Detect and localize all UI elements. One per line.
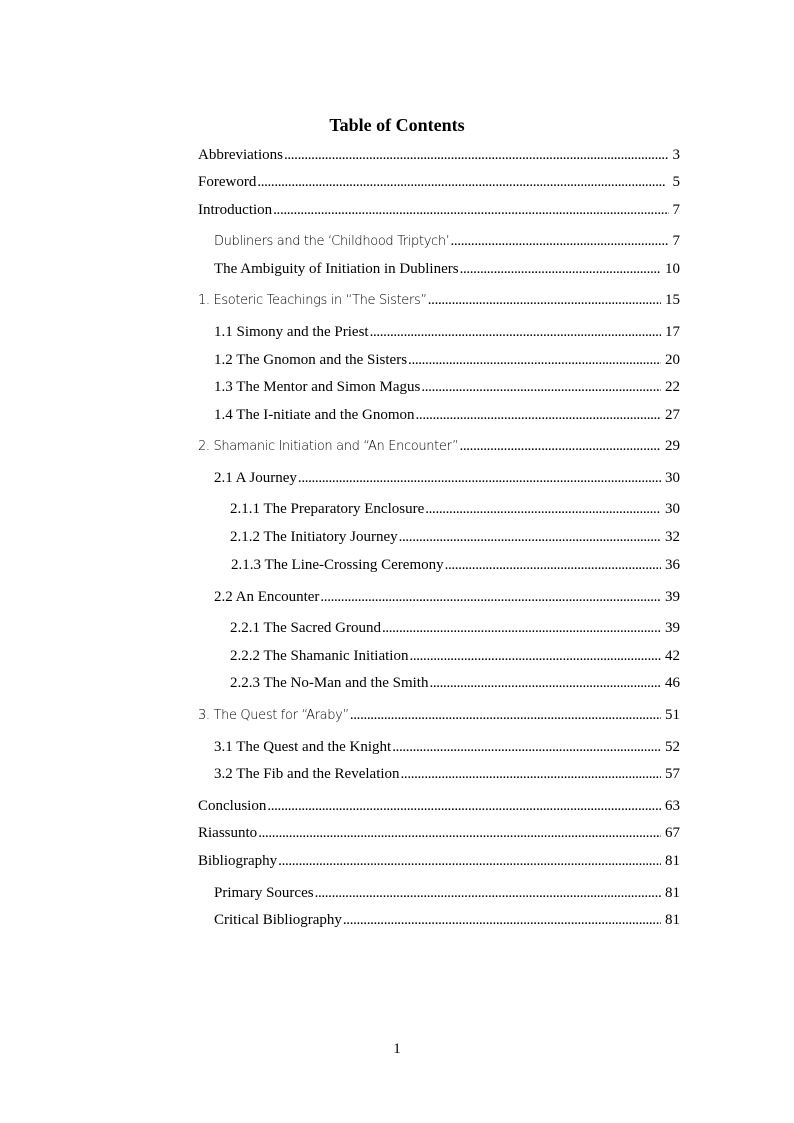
dot-leader bbox=[399, 528, 661, 546]
dot-leader bbox=[409, 647, 661, 665]
dot-leader bbox=[429, 674, 661, 692]
toc-entry-chapter-3[interactable] bbox=[198, 706, 680, 724]
toc-entry-foreword[interactable] bbox=[198, 173, 680, 191]
dot-leader bbox=[460, 260, 661, 278]
toc-entry-label: 1. Esoteric Teachings in “The Sisters” bbox=[198, 293, 427, 308]
toc-entry-page-number: 36 bbox=[665, 557, 680, 573]
dot-leader bbox=[459, 437, 661, 455]
toc-entry-chapter-2[interactable] bbox=[198, 437, 680, 455]
toc-entry-2-2-2[interactable] bbox=[230, 647, 680, 665]
dot-leader bbox=[343, 911, 661, 929]
toc-entry-label: 2.2.1 The Sacred Ground bbox=[230, 620, 381, 636]
toc-entry-label: 2.1.3 The Line-Crossing Ceremony bbox=[231, 557, 444, 573]
toc-entry-page-number: 7 bbox=[672, 202, 680, 218]
toc-entry-label: Dubliners and the ‘Childhood Triptych’ bbox=[214, 234, 450, 249]
toc-entry-1-2[interactable] bbox=[214, 351, 680, 369]
toc-entry-2-1-2[interactable] bbox=[230, 528, 680, 546]
toc-entry-2-2[interactable] bbox=[214, 588, 680, 606]
toc-entry-label: Critical Bibliography bbox=[214, 912, 342, 928]
dot-leader bbox=[298, 469, 661, 487]
page-number: 1 bbox=[393, 1041, 401, 1057]
toc-entry-page-number: 30 bbox=[665, 470, 680, 486]
dot-leader bbox=[273, 201, 668, 219]
dot-leader bbox=[320, 588, 661, 606]
toc-entry-label: Introduction bbox=[198, 202, 273, 218]
toc-entry-2-1-1[interactable] bbox=[230, 500, 680, 518]
toc-entry-abbreviations[interactable] bbox=[198, 146, 680, 164]
toc-entry-page-number: 15 bbox=[665, 292, 680, 308]
toc-entry-label: 1.4 The I-nitiate and the Gnomon bbox=[214, 407, 415, 423]
toc-entry-2-1-3[interactable] bbox=[231, 556, 680, 574]
dot-leader bbox=[258, 824, 661, 842]
toc-entry-childhood-triptych[interactable] bbox=[214, 232, 680, 250]
toc-entry-page-number: 46 bbox=[665, 675, 680, 691]
toc-entry-page-number: 39 bbox=[665, 589, 680, 605]
toc-entry-label: 2.1.1 The Preparatory Enclosure bbox=[230, 501, 425, 517]
toc-entry-primary-sources[interactable] bbox=[214, 884, 680, 902]
toc-entry-3-2[interactable] bbox=[214, 765, 680, 783]
toc-entry-page-number: 63 bbox=[665, 798, 680, 814]
toc-entry-page-number: 29 bbox=[665, 438, 680, 454]
page-title: Table of Contents bbox=[329, 115, 465, 135]
dot-leader bbox=[425, 500, 661, 518]
dot-leader bbox=[445, 556, 661, 574]
toc-entry-2-2-1[interactable] bbox=[230, 619, 680, 637]
dot-leader bbox=[382, 619, 661, 637]
toc-entry-chapter-1[interactable] bbox=[198, 291, 680, 309]
toc-entry-label: 3. The Quest for “Araby” bbox=[198, 708, 349, 723]
toc-entry-riassunto[interactable] bbox=[198, 824, 680, 842]
toc-entry-2-2-3[interactable] bbox=[230, 674, 680, 692]
toc-entry-label: Riassunto bbox=[198, 825, 258, 841]
dot-leader bbox=[401, 765, 661, 783]
toc-entry-ambiguity-of-initiation[interactable] bbox=[214, 260, 680, 278]
toc-entry-1-3[interactable] bbox=[214, 378, 680, 396]
toc-entry-label: Bibliography bbox=[198, 853, 278, 869]
dot-leader bbox=[451, 232, 669, 250]
dot-leader bbox=[421, 378, 661, 396]
toc-entry-page-number: 5 bbox=[672, 174, 680, 190]
toc-entry-label: 3.2 The Fib and the Revelation bbox=[214, 766, 400, 782]
toc-entry-page-number: 30 bbox=[665, 501, 680, 517]
toc-entry-label: 2.1.2 The Initiatory Journey bbox=[230, 529, 398, 545]
toc-entry-3-1[interactable] bbox=[214, 738, 680, 756]
toc-entry-page-number: 7 bbox=[672, 233, 680, 249]
toc-entry-page-number: 52 bbox=[665, 739, 680, 755]
toc-entry-label: Foreword bbox=[198, 174, 257, 190]
toc-entry-page-number: 20 bbox=[665, 352, 680, 368]
toc-entry-label: Conclusion bbox=[198, 798, 267, 814]
toc-entry-page-number: 32 bbox=[665, 529, 680, 545]
dot-leader bbox=[416, 406, 661, 424]
toc-entry-label: 1.1 Simony and the Priest bbox=[214, 324, 369, 340]
toc-entry-page-number: 42 bbox=[665, 648, 680, 664]
toc-entry-label: Primary Sources bbox=[214, 885, 314, 901]
toc-entry-page-number: 17 bbox=[665, 324, 680, 340]
toc-entry-bibliography[interactable] bbox=[198, 852, 680, 870]
dot-leader bbox=[257, 173, 668, 191]
toc-entry-label: 2.2 An Encounter bbox=[214, 589, 320, 605]
toc-entry-label: 3.1 The Quest and the Knight bbox=[214, 739, 392, 755]
toc-entry-page-number: 81 bbox=[665, 885, 680, 901]
dot-leader bbox=[278, 852, 661, 870]
toc-entry-label: Abbreviations bbox=[198, 147, 283, 163]
toc-entry-introduction[interactable] bbox=[198, 201, 680, 219]
toc-entry-label: 1.2 The Gnomon and the Sisters bbox=[214, 352, 408, 368]
dot-leader bbox=[370, 323, 661, 341]
toc-entry-page-number: 81 bbox=[665, 853, 680, 869]
toc-entry-page-number: 27 bbox=[665, 407, 680, 423]
toc-entry-page-number: 67 bbox=[665, 825, 680, 841]
toc-entry-label: The Ambiguity of Initiation in Dubliners bbox=[214, 261, 459, 277]
dot-leader bbox=[350, 706, 661, 724]
dot-leader bbox=[315, 884, 661, 902]
toc-entry-page-number: 57 bbox=[665, 766, 680, 782]
toc-entry-page-number: 51 bbox=[665, 707, 680, 723]
dot-leader bbox=[408, 351, 661, 369]
dot-leader bbox=[392, 738, 661, 756]
toc-entry-page-number: 22 bbox=[665, 379, 680, 395]
toc-entry-critical-bibliography[interactable] bbox=[214, 911, 680, 929]
toc-entry-label: 2.2.2 The Shamanic Initiation bbox=[230, 648, 409, 664]
dot-leader bbox=[267, 797, 661, 815]
toc-entry-2-1[interactable] bbox=[214, 469, 680, 487]
toc-entry-1-4[interactable] bbox=[214, 406, 680, 424]
toc-entry-label: 2. Shamanic Initiation and “An Encounter” bbox=[198, 439, 459, 454]
toc-entry-conclusion[interactable] bbox=[198, 797, 680, 815]
toc-entry-page-number: 81 bbox=[665, 912, 680, 928]
toc-entry-page-number: 10 bbox=[665, 261, 680, 277]
toc-entry-label: 1.3 The Mentor and Simon Magus bbox=[214, 379, 421, 395]
toc-entry-1-1[interactable] bbox=[214, 323, 680, 341]
toc-entry-label: 2.2.3 The No-Man and the Smith bbox=[230, 675, 429, 691]
dot-leader bbox=[428, 291, 661, 309]
toc-entry-page-number: 3 bbox=[672, 147, 680, 163]
toc-entry-page-number: 39 bbox=[665, 620, 680, 636]
dot-leader bbox=[284, 146, 669, 164]
toc-entry-label: 2.1 A Journey bbox=[214, 470, 297, 486]
